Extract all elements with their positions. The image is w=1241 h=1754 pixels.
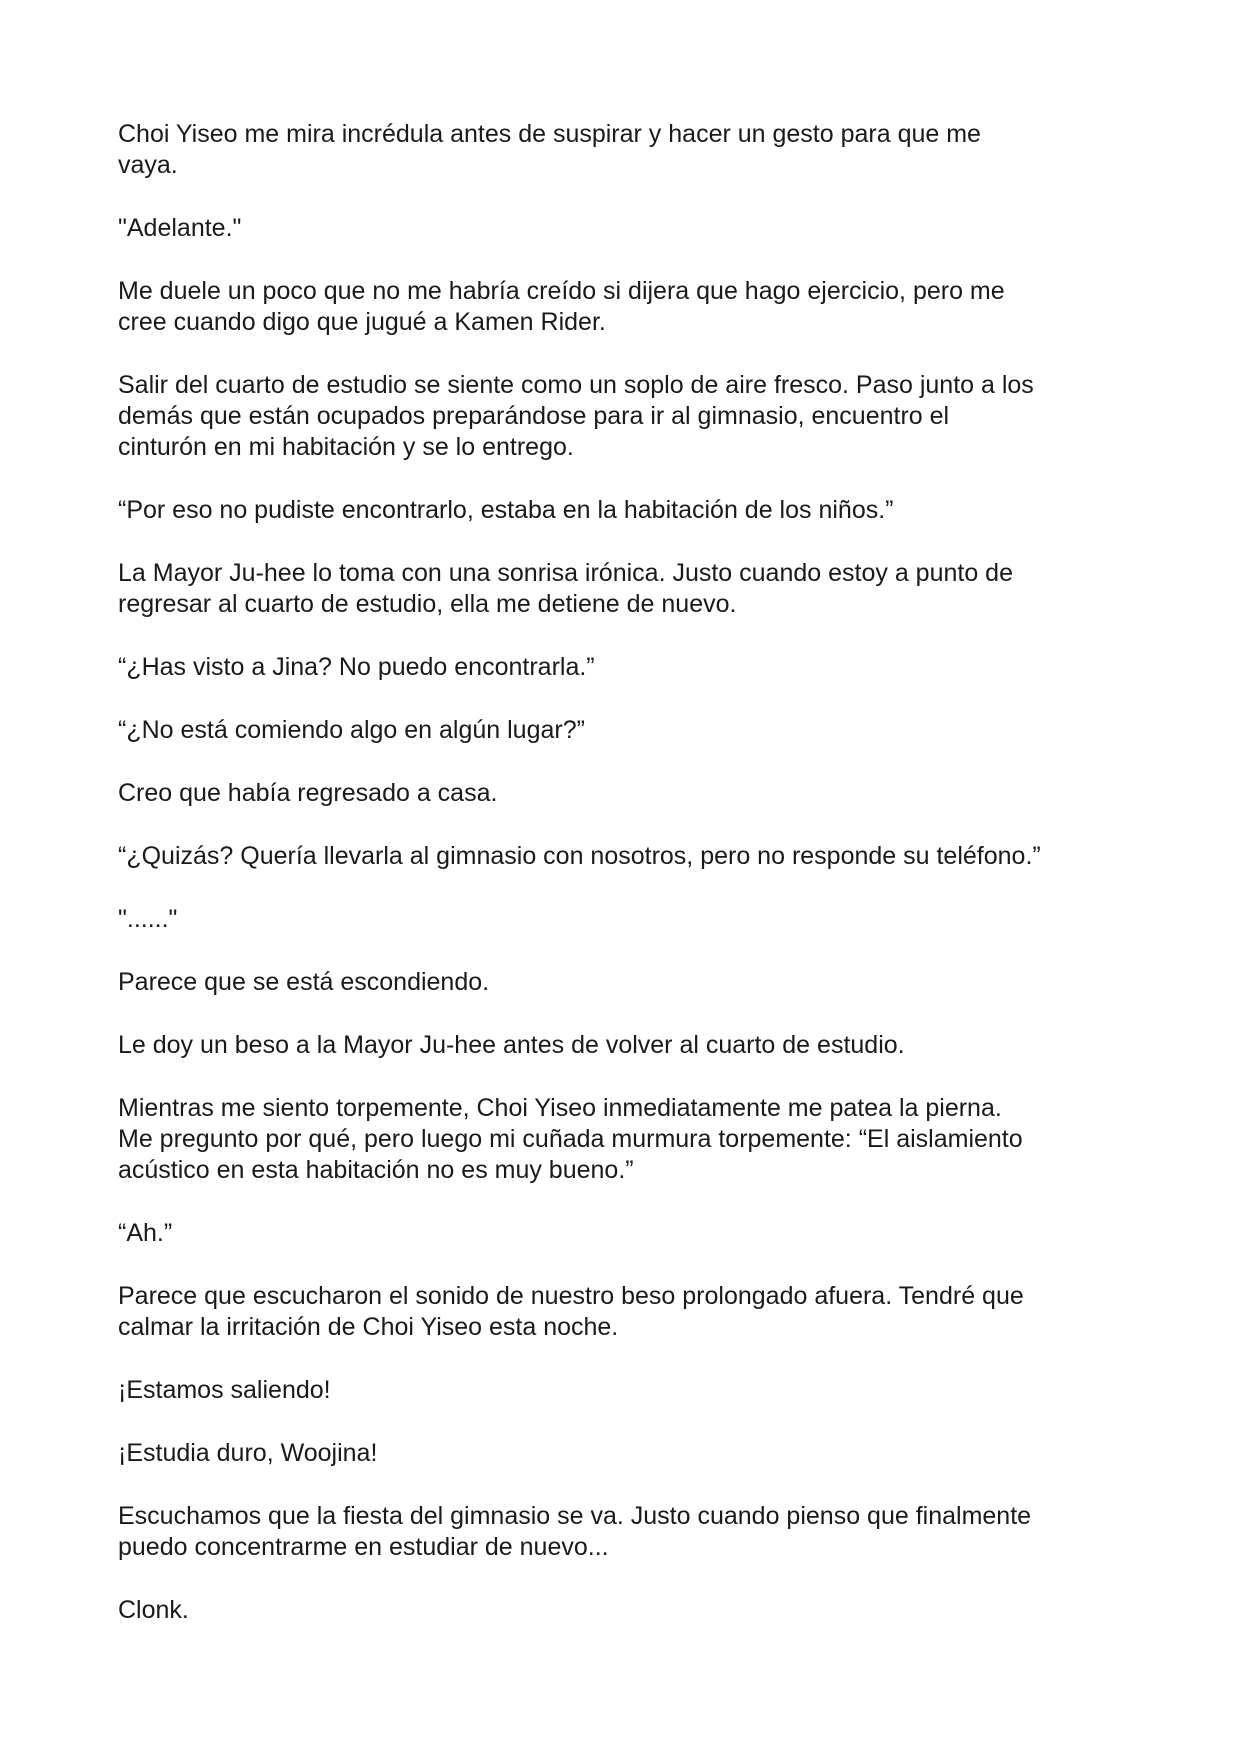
paragraph: “¿Has visto a Jina? No puedo encontrarla.” (118, 653, 595, 681)
paragraph: “Ah.” (118, 1219, 173, 1247)
paragraph: Clonk. (118, 1596, 189, 1624)
paragraph: Mientras me siento torpemente, Choi Yiseo inmediatamente me patea la pierna. Me pregunto por qué, pero luego mi cuñada murmura torpemente: “El aislamiento acústico en esta habitación no es muy bueno.” (118, 1094, 1023, 1184)
paragraph: “¿Quizás? Quería llevarla al gimnasio con nosotros, pero no responde su teléfono.” (118, 842, 1041, 870)
paragraph: Parece que se está escondiendo. (118, 968, 490, 996)
paragraph: “Por eso no pudiste encontrarlo, estaba en la habitación de los niños.” (118, 496, 894, 524)
paragraph: ¡Estamos saliendo! (118, 1376, 331, 1404)
document-body (118, 119, 1128, 1658)
paragraph: Salir del cuarto de estudio se siente como un soplo de aire fresco. Paso junto a los demás que están ocupados preparándose para ir al gimnasio, encuentro el cinturón en mi habitación y se lo entrego. (118, 371, 1034, 461)
paragraph: Choi Yiseo me mira incrédula antes de suspirar y hacer un gesto para que me vaya. (118, 120, 981, 179)
paragraph: Creo que había regresado a casa. (118, 779, 498, 807)
paragraph: "......" (118, 905, 178, 933)
paragraph: Le doy un beso a la Mayor Ju-hee antes de volver al cuarto de estudio. (118, 1031, 905, 1059)
paragraph: Parece que escucharon el sonido de nuestro beso prolongado afuera. Tendré que calmar la irritación de Choi Yiseo esta noche. (118, 1282, 1024, 1341)
paragraph: Me duele un poco que no me habría creído si dijera que hago ejercicio, pero me cree cuando digo que jugué a Kamen Rider. (118, 277, 1005, 336)
paragraph: Escuchamos que la fiesta del gimnasio se va. Justo cuando pienso que finalmente puedo concentrarme en estudiar de nuevo... (118, 1502, 1032, 1561)
paragraph: "Adelante." (118, 214, 242, 242)
paragraph: ¡Estudia duro, Woojina! (118, 1439, 378, 1467)
paragraph: La Mayor Ju-hee lo toma con una sonrisa irónica. Justo cuando estoy a punto de regresar al cuarto de estudio, ella me detiene de nuevo. (118, 559, 1013, 618)
paragraph: “¿No está comiendo algo en algún lugar?” (118, 716, 585, 744)
